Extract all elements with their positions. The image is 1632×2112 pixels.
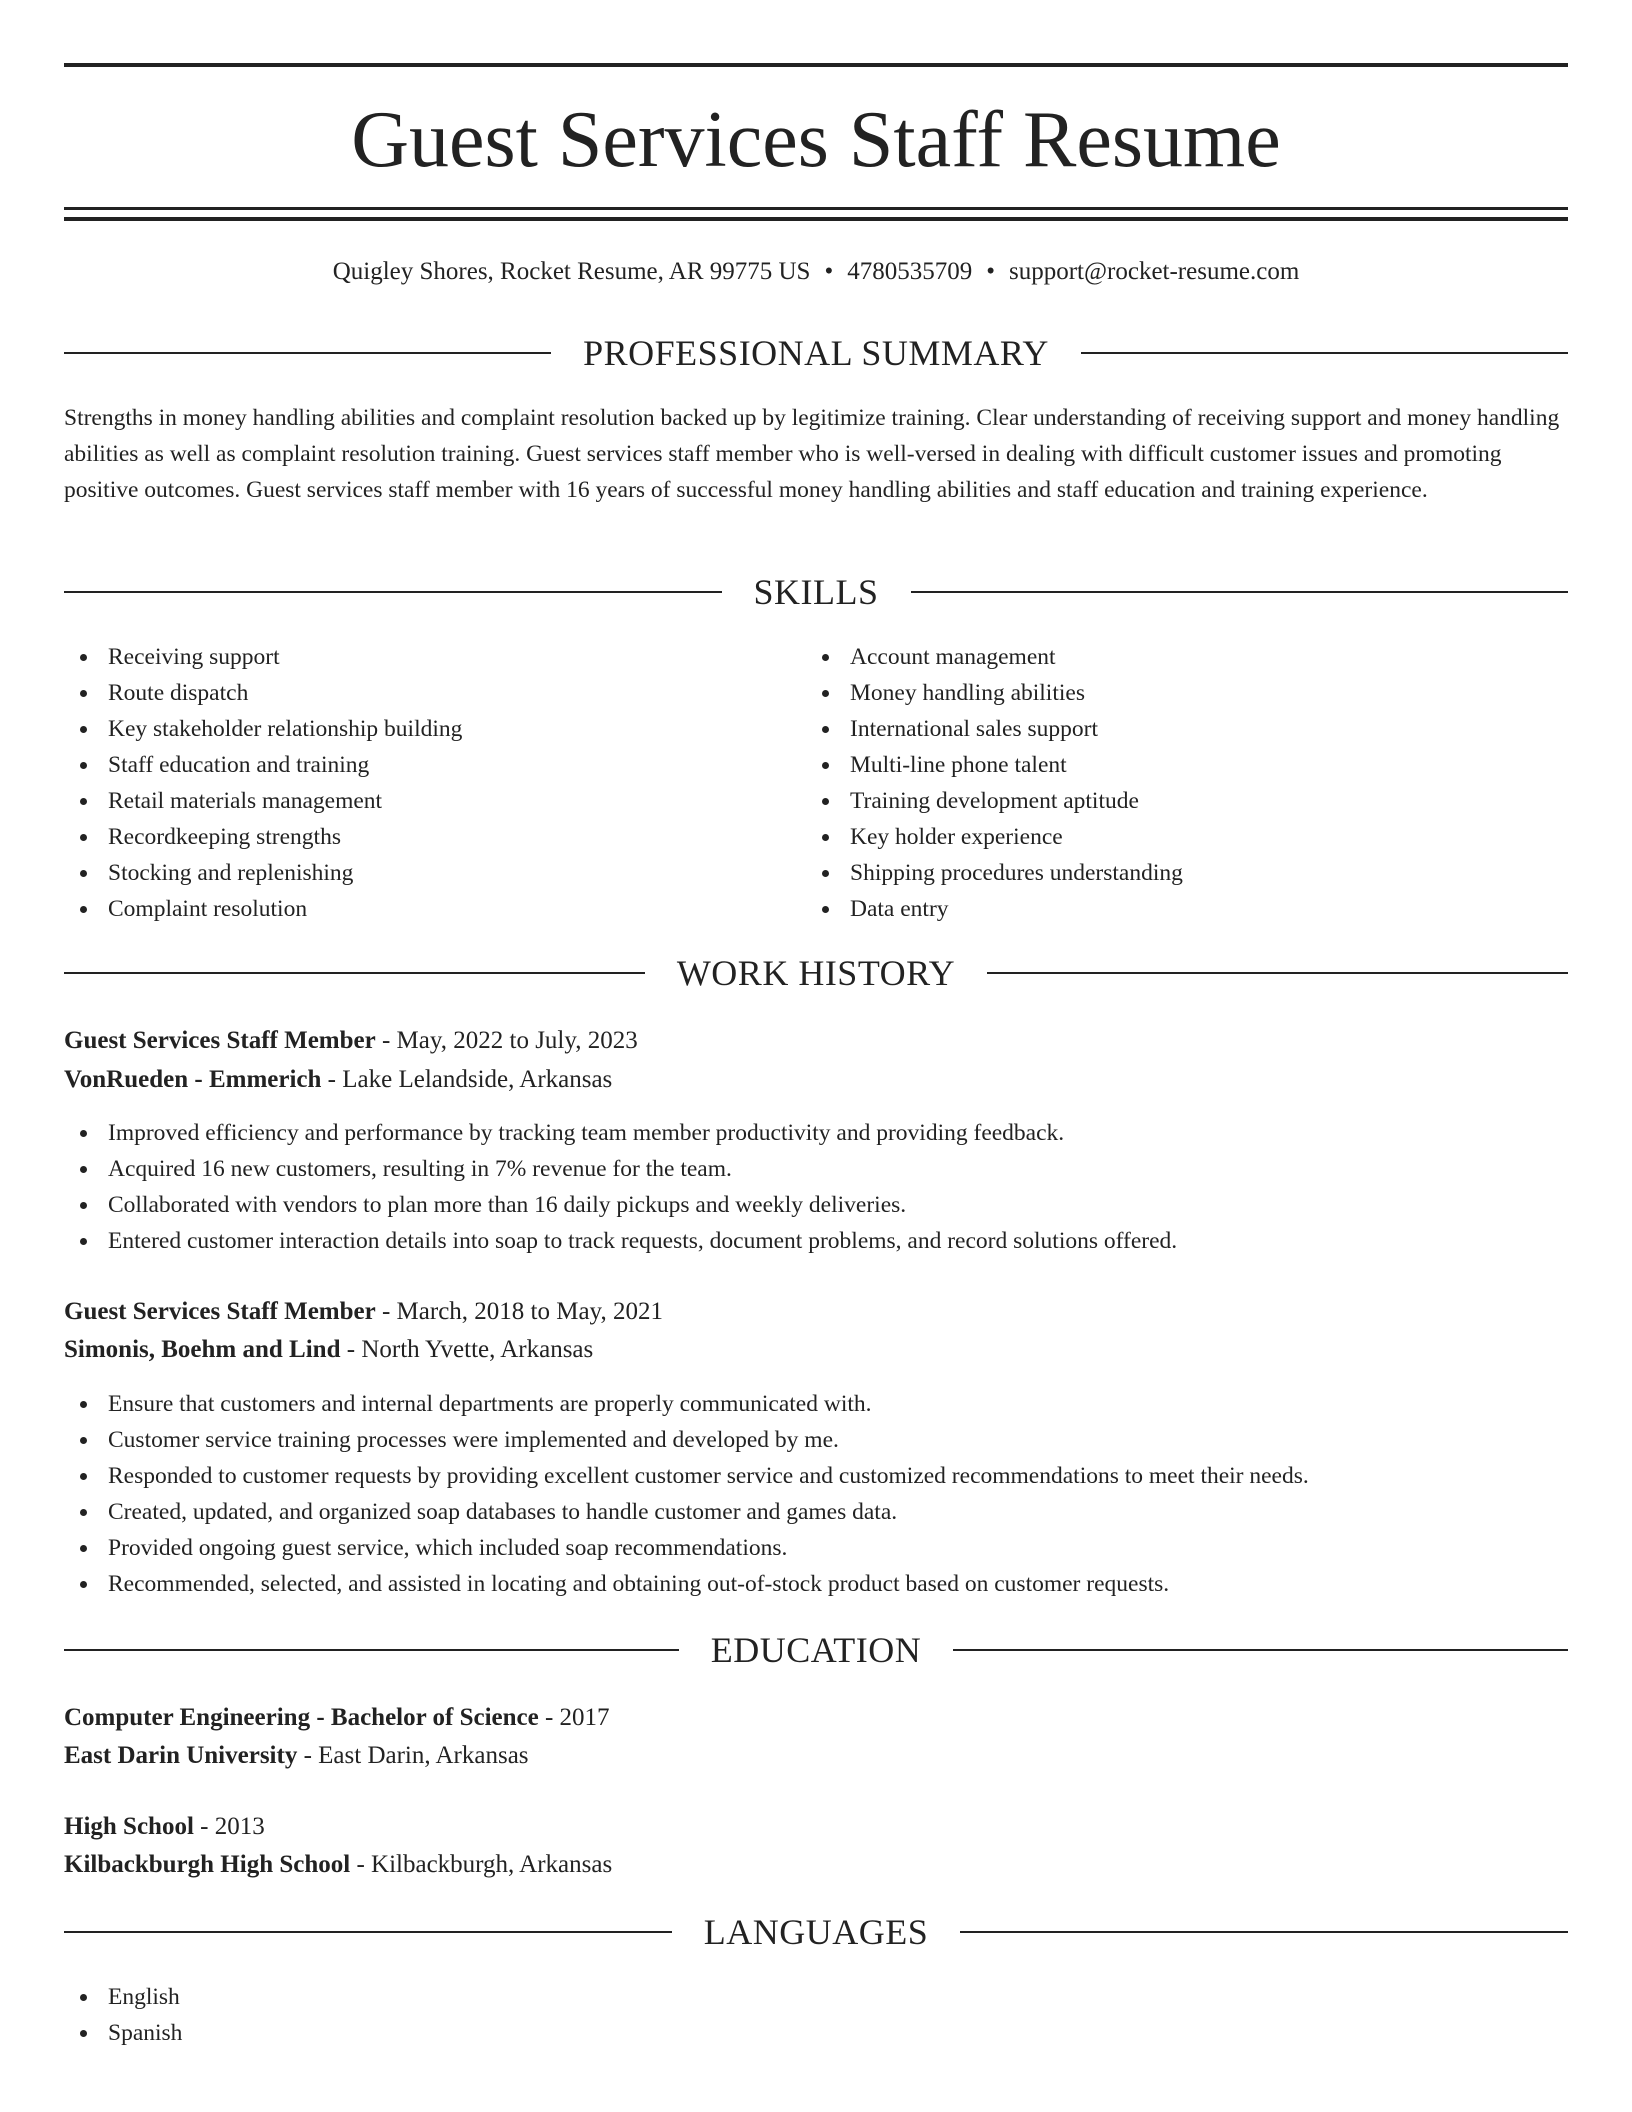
education-degree-line — [64, 1700, 610, 1736]
skills-heading — [64, 570, 1568, 614]
education-school: East Darin University — [64, 1742, 298, 1769]
languages-list — [64, 1979, 182, 2051]
skill-item: Retail materials management — [64, 783, 462, 819]
heading-rule — [911, 591, 1569, 593]
job-bullets — [64, 1115, 1177, 1259]
work-heading-label: WORK HISTORY — [676, 953, 956, 993]
job-dates: - May, 2022 to July, 2023 — [375, 1027, 638, 1054]
resume-title: Guest Services Staff Resume — [351, 96, 1281, 184]
contact-address: Quigley Shores, Rocket Resume, AR 99775 US — [332, 258, 811, 285]
summary-heading-label: PROFESSIONAL SUMMARY — [583, 333, 1049, 373]
job-bullet: Responded to customer requests by providing excellent customer service and customized recommendations to meet their needs. — [64, 1458, 1309, 1494]
job-title: Guest Services Staff Member — [64, 1027, 376, 1054]
job-location: - Lake Lelandside, Arkansas — [321, 1066, 613, 1093]
job-company: VonRueden - Emmerich — [64, 1066, 322, 1093]
education-year: - 2013 — [193, 1813, 265, 1840]
job-bullet: Entered customer interaction details into soap to track requests, document problems, and record solutions offered. — [64, 1223, 1177, 1259]
heading-rule — [64, 591, 722, 593]
heading-rule — [64, 1931, 672, 1933]
job-bullets — [64, 1386, 1309, 1602]
job-bullet: Customer service training processes were implemented and developed by me. — [64, 1422, 1309, 1458]
contact-separator: • — [824, 258, 834, 285]
header-double-rule — [64, 207, 1568, 221]
education-degree: High School — [64, 1813, 194, 1840]
heading-rule — [1081, 352, 1568, 354]
education-location: - Kilbackburgh, Arkansas — [350, 1851, 613, 1878]
job-bullet: Collaborated with vendors to plan more than 16 daily pickups and weekly deliveries. — [64, 1187, 1177, 1223]
skill-item: Staff education and training — [64, 747, 462, 783]
skill-item: Stocking and replenishing — [64, 855, 462, 891]
language-item: Spanish — [64, 2015, 182, 2051]
skill-item: Route dispatch — [64, 675, 462, 711]
skill-item: Recordkeeping strengths — [64, 819, 462, 855]
skill-item: Multi-line phone talent — [806, 747, 1183, 783]
job-dates: - March, 2018 to May, 2021 — [375, 1298, 663, 1325]
education-school-line — [64, 1738, 529, 1774]
education-year: - 2017 — [538, 1704, 610, 1731]
skill-item: Key holder experience — [806, 819, 1183, 855]
skill-item: Money handling abilities — [806, 675, 1183, 711]
education-school-line — [64, 1847, 612, 1883]
heading-rule — [64, 352, 551, 354]
education-degree-line — [64, 1809, 265, 1845]
contact-separator: • — [986, 258, 995, 285]
skill-item: Key stakeholder relationship building — [64, 711, 462, 747]
contact-phone: 4780535709 — [847, 258, 973, 285]
job-company-line — [64, 1332, 593, 1368]
heading-rule — [64, 1649, 679, 1651]
skill-item: International sales support — [806, 711, 1183, 747]
skill-item: Account management — [806, 639, 1183, 675]
job-company-line — [64, 1062, 612, 1098]
job-location: - North Yvette, Arkansas — [340, 1336, 594, 1363]
education-location: - East Darin, Arkansas — [297, 1742, 529, 1769]
summary-text: Strengths in money handling abilities and complaint resolution backed up by legitimize training. Clear understanding of receiving support and money handling abilities as well as complaint resolution training. Guest services staff member who is well-versed in dealing with difficult customer issues and promoting positive outcomes. Guest services staff member with 16 years of successful money handling abilities and staff education and training experience. — [64, 405, 1560, 503]
languages-heading-label: LANGUAGES — [703, 1912, 929, 1952]
heading-rule — [953, 1649, 1568, 1651]
skills-list-right — [806, 639, 1183, 927]
job-bullet: Improved efficiency and performance by tracking team member productivity and providing feedback. — [64, 1115, 1177, 1151]
skill-item: Shipping procedures understanding — [806, 855, 1183, 891]
job-bullet: Acquired 16 new customers, resulting in 7% revenue for the team. — [64, 1151, 1177, 1187]
languages-heading — [64, 1910, 1568, 1954]
language-item: English — [64, 1979, 182, 2015]
job-bullet: Recommended, selected, and assisted in locating and obtaining out-of-stock product based on customer requests. — [64, 1566, 1309, 1602]
header-top-rule — [64, 63, 1568, 67]
skill-item: Complaint resolution — [64, 891, 462, 927]
skill-item: Receiving support — [64, 639, 462, 675]
heading-rule — [960, 1931, 1568, 1933]
contact-email: support@rocket-resume.com — [1009, 258, 1300, 285]
summary-heading — [64, 331, 1568, 375]
job-company: Simonis, Boehm and Lind — [64, 1336, 341, 1363]
job-title-line — [64, 1294, 663, 1330]
job-title: Guest Services Staff Member — [64, 1298, 376, 1325]
work-heading — [64, 951, 1568, 995]
job-bullet: Created, updated, and organized soap databases to handle customer and games data. — [64, 1494, 1309, 1530]
skills-heading-label: SKILLS — [753, 572, 879, 612]
education-heading-label: EDUCATION — [710, 1630, 922, 1670]
heading-rule — [987, 972, 1568, 974]
skills-list-left — [64, 639, 462, 927]
job-bullet: Provided ongoing guest service, which included soap recommendations. — [64, 1530, 1309, 1566]
heading-rule — [64, 972, 645, 974]
education-school: Kilbackburgh High School — [64, 1851, 351, 1878]
job-title-line — [64, 1023, 638, 1059]
contact-line — [64, 255, 1568, 289]
job-bullet: Ensure that customers and internal departments are properly communicated with. — [64, 1386, 1309, 1422]
education-degree: Computer Engineering - Bachelor of Science — [64, 1704, 539, 1731]
education-heading — [64, 1628, 1568, 1672]
skill-item: Training development aptitude — [806, 783, 1183, 819]
skill-item: Data entry — [806, 891, 1183, 927]
resume-page — [64, 0, 1568, 2112]
